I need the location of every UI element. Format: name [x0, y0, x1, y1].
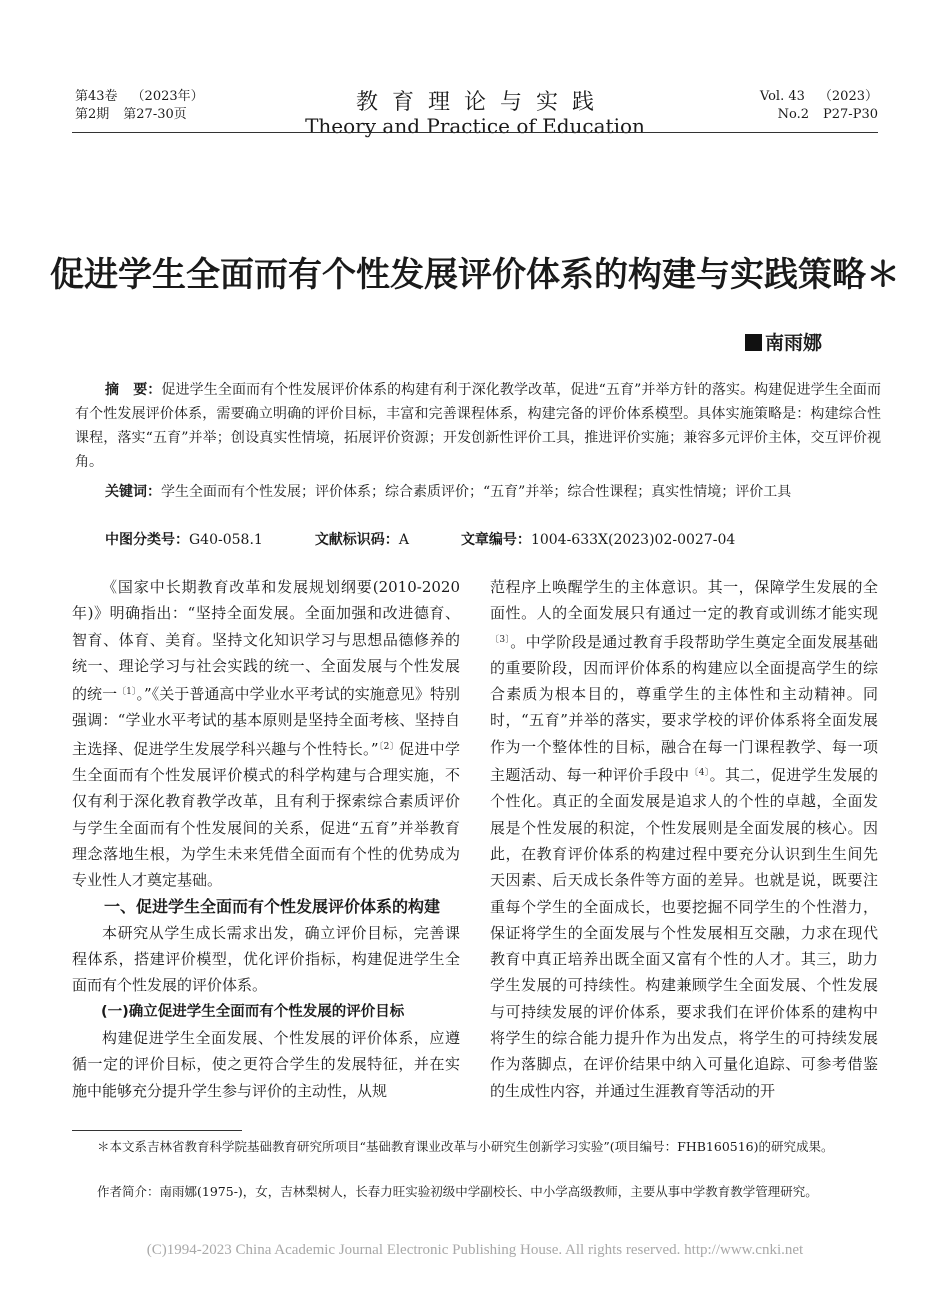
- page-range: 第27-30页: [123, 107, 187, 122]
- keywords-label: 关键词：: [105, 484, 161, 500]
- article-number-value: 1004-633X(2023)02-0027-04: [530, 532, 736, 548]
- doc-code-label: 文献标识码：: [314, 532, 399, 548]
- section-heading-1: 一、促进学生全面而有个性发展评价体系的构建: [104, 896, 441, 916]
- doc-code-value: A: [398, 532, 409, 548]
- volume-en: Vol. 43: [759, 89, 805, 104]
- footnote-funding: ＊本文系吉林省教育科学院基础教育研究所项目“基础教育课业改革与小研究生创新学习实验”(项目编号：FHB160516)的研究成果。: [97, 1139, 834, 1154]
- footnote-divider: [72, 1130, 242, 1131]
- abstract: [75, 378, 881, 474]
- body-right-column: [490, 574, 878, 1104]
- page-range-en: P27-P30: [823, 107, 878, 122]
- footnote-author-bio: 作者简介：南雨娜(1975-)，女，吉林梨树人，长春力旺实验初级中学副校长、中小学高级教师，主要从事中学教育教学管理研究。: [97, 1184, 818, 1199]
- citation-4: 〔4〕: [689, 768, 710, 779]
- issue: 第2期: [75, 107, 110, 122]
- paragraph: 本研究从学生成长需求出发，确立评价目标，完善课程体系，搭建评价模型，优化评价指标，构建促进学生全面而有个性发展的评价体系。: [72, 923, 460, 995]
- volume: 第43卷: [75, 89, 118, 104]
- citation-3: 〔3〕: [490, 634, 511, 645]
- paragraph: 构建促进学生全面发展、个性发展的评价体系，应遵循一定的评价目标，使之更符合学生的发展特征，并在实施中能够充分提升学生参与评价的主动性，从规: [72, 1029, 460, 1100]
- year-en: （2023）: [818, 89, 878, 104]
- abstract-label: 摘 要：: [105, 382, 162, 398]
- paragraph: 《国家中长期教育改革和发展规划纲要(2010-2020年)》明确指出：“坚持全面发展。全面加强和改进德育、智育、体育、美育。坚持文化知识学习与思想品德修养的统一、理论学习与社会实践的统一、全面发展与个性发展的统一$^{〔1〕}$。”《关于普通高中学业水平考试的实施意见》特别强调：“学业水平考试的基本原则是坚持全面考核、坚持自主选择、促进学生发展学科兴趣与个性特长。”$^{〔2〕}$促进中学生全面而有个性发展评价模式的科学构建与合理实施，不仅有利于深化教育教学改革，且有利于探索综合素质评价与学生全面而有个性发展间的关系，促进“五育”并举教育理念落地生根，为学生未来凭借全面而有个性的优势成为专业性人才奠定基础。: [72, 578, 460, 890]
- clc-value: G40-058.1: [189, 532, 263, 548]
- journal-title-cn: 教育理论与实践: [355, 90, 608, 115]
- header-divider: [72, 132, 878, 133]
- issue-en: No.2: [777, 107, 810, 122]
- classification-line: [105, 530, 735, 550]
- author-line: [745, 328, 822, 355]
- keywords-text: 学生全面而有个性发展；评价体系；综合素质评价；“五育”并举；综合性课程；真实性情境；评价工具: [161, 484, 792, 500]
- paragraph: 范程序上唤醒学生的主体意识。其一，保障学生发展的全面性。人的全面发展只有通过一定的教育或训练才能实现$^{〔3〕}$。中学阶段是通过教育手段帮助学生奠定全面发展基础的重要阶段，因而评价体系的构建应以全面提高学生的综合素质为根本目的，尊重学生的主体性和主动精神。同时，“五育”并举的落实，要求学校的评价体系将全面发展作为一个整体性的目标，融合在每一门课程教学、每一项主题活动、每一种评价手段中$^{〔4〕}$。其二，促进学生发展的个性化。真正的全面发展是追求人的个性的卓越，全面发展是个性发展的积淀，个性发展则是全面发展的核心。因此，在教育评价体系的构建过程中要充分认识到生生间先天因素、后天成长条件等方面的差异。也就是说，既要注重每个学生的全面成长，也要挖掘不同学生的个性潜力，保证将学生的全面发展与个性发展相互交融，力求在现代教育中真正培养出既全面又富有个性的人才。其三，助力学生发展的可持续性。构建兼顾学生全面发展、个性发展与可持续发展的评价体系，要求我们在评价体系的建构中将学生的综合能力提升作为出发点，将学生的可持续发展作为落脚点，在评价结果中纳入可量化追踪、可参考借鉴的生成性内容，并通过生涯教育等活动的开: [490, 578, 878, 1100]
- clc-label: 中图分类号：: [105, 532, 189, 548]
- subsection-heading-1: (一)确立促进学生全面而有个性发展的评价目标: [101, 1003, 405, 1020]
- keywords: [75, 480, 881, 504]
- article-title: 促进学生全面而有个性发展评价体系的构建与实践策略＊: [50, 255, 900, 295]
- square-bullet-icon: [745, 334, 762, 351]
- abstract-text: 促进学生全面而有个性发展评价体系的构建有利于深化教学改革，促进“五育”并举方针的落实。构建促进学生全面而有个性发展评价体系，需要确立明确的评价目标，丰富和完善课程体系，构建完备的评价体系模型。具体实施策略是：构建综合性课程，落实“五育”并举；创设真实性情境，拓展评价资源；开发创新性评价工具，推进评价实施；兼容多元评价主体，交互评价视角。: [75, 382, 882, 470]
- header-right: [760, 88, 878, 124]
- journal-title-en: Theory and Practice of Education: [305, 114, 645, 138]
- year: （2023年）: [131, 89, 204, 104]
- author-name: 南雨娜: [764, 332, 822, 354]
- citation-2: 〔2〕: [378, 741, 400, 752]
- body-left-column: [72, 574, 460, 1104]
- copyright-watermark: (C)1994-2023 China Academic Journal Electronic Publishing House. All rights reserved. http://www.cnki.net: [146, 1242, 804, 1258]
- citation-1: 〔1〕: [117, 687, 137, 698]
- article-number-label: 文章编号：: [460, 532, 531, 548]
